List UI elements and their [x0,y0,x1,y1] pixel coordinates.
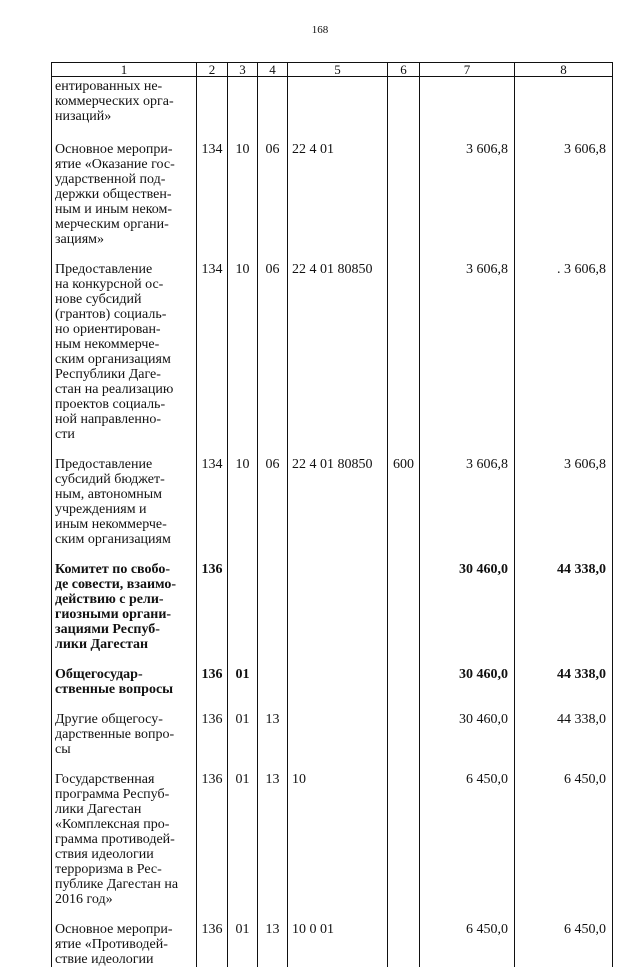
row-value-cell: 600 [388,457,420,562]
header-cell: 1 [52,63,197,77]
header-row [52,63,613,77]
row-value-cell: 44 338,0 [515,667,613,712]
row-value-cell: 10 0 01 [288,922,388,967]
header-cell: 8 [515,63,613,77]
row-value-cell: 44 338,0 [515,562,613,667]
row-value-cell: 10 [228,457,258,562]
row-value-cell: 13 [258,922,288,967]
row-value-cell [388,922,420,967]
row-value-cell [515,77,613,143]
row-label-cell: Основное меропри- ятие «Противодей- ствие идеологии [52,922,197,967]
table-row [52,667,613,712]
row-value-cell: 136 [197,712,228,772]
row-label-cell: Основное меропри- ятие «Оказание гос- ударственной под- держки обществен- ным и иным неком- мерческим органи- зациям» [52,142,197,262]
row-value-cell: . 3 606,8 [515,262,613,457]
row-value-cell [388,772,420,922]
page-number: 168 [0,24,640,36]
row-value-cell: 30 460,0 [420,712,515,772]
table-row [52,457,613,562]
row-value-cell [197,77,228,143]
row-value-cell [288,562,388,667]
row-value-cell: 10 [228,262,258,457]
row-value-cell: 136 [197,562,228,667]
row-value-cell: 22 4 01 80850 [288,262,388,457]
row-value-cell: 136 [197,922,228,967]
table-row [52,77,613,143]
row-value-cell: 6 450,0 [515,922,613,967]
row-value-cell: 3 606,8 [420,457,515,562]
row-value-cell: 30 460,0 [420,667,515,712]
row-value-cell: 06 [258,457,288,562]
header-cell: 7 [420,63,515,77]
row-value-cell: 134 [197,262,228,457]
header-cell: 6 [388,63,420,77]
row-value-cell: 01 [228,772,258,922]
row-value-cell: 06 [258,262,288,457]
row-value-cell: 134 [197,142,228,262]
row-value-cell [388,142,420,262]
row-value-cell: 06 [258,142,288,262]
row-value-cell: 134 [197,457,228,562]
row-value-cell: 22 4 01 [288,142,388,262]
row-value-cell [258,667,288,712]
row-value-cell [388,562,420,667]
row-value-cell: 22 4 01 80850 [288,457,388,562]
table-row [52,772,613,922]
row-value-cell: 136 [197,667,228,712]
row-label-cell: Государственная программа Респуб- лики Дагестан «Комплексная про- грамма противодей- ствия идеологии терроризма в Рес- публике Дагестан на 2016 год» [52,772,197,922]
row-value-cell: 6 450,0 [420,772,515,922]
table-row [52,262,613,457]
header-cell: 2 [197,63,228,77]
row-value-cell: 13 [258,772,288,922]
row-value-cell [288,712,388,772]
row-value-cell: 3 606,8 [515,142,613,262]
row-value-cell: 3 606,8 [515,457,613,562]
row-label-cell: Общегосудар- ственные вопросы [52,667,197,712]
row-value-cell [258,77,288,143]
row-label-cell: Предоставление на конкурсной ос- нове субсидий (грантов) социаль- но ориентирован- ным некоммерче- ским организациям Республики Даге- стан на реализацию проектов социаль- ной направленно- сти [52,262,197,457]
row-value-cell: 30 460,0 [420,562,515,667]
budget-table [51,62,613,967]
row-value-cell: 44 338,0 [515,712,613,772]
row-value-cell: 3 606,8 [420,262,515,457]
table-body [52,77,613,967]
row-label-cell: Предоставление субсидий бюджет- ным, автономным учреждениям и иным некоммерче- ским организациям [52,457,197,562]
row-value-cell: 01 [228,712,258,772]
row-value-cell [228,77,258,143]
row-value-cell: 6 450,0 [420,922,515,967]
row-value-cell [388,667,420,712]
row-value-cell [258,562,288,667]
row-label-cell: Другие общегосу- дарственные вопро- сы [52,712,197,772]
table-row [52,562,613,667]
row-value-cell [388,262,420,457]
row-value-cell: 136 [197,772,228,922]
header-cell: 3 [228,63,258,77]
row-value-cell: 13 [258,712,288,772]
row-value-cell [228,562,258,667]
row-value-cell: 6 450,0 [515,772,613,922]
row-value-cell [288,77,388,143]
header-cell: 5 [288,63,388,77]
table-row [52,922,613,967]
table-row [52,712,613,772]
row-value-cell: 10 [228,142,258,262]
row-value-cell: 10 [288,772,388,922]
header-cell: 4 [258,63,288,77]
row-value-cell [420,77,515,143]
row-value-cell: 01 [228,922,258,967]
row-value-cell [388,712,420,772]
row-value-cell: 3 606,8 [420,142,515,262]
row-value-cell [288,667,388,712]
row-value-cell [388,77,420,143]
row-value-cell: 01 [228,667,258,712]
row-label-cell: Комитет по свобо- де совести, взаимо- действию с рели- гиозными органи- зациями Респуб- лики Дагестан [52,562,197,667]
table-row [52,142,613,262]
row-label-cell: ентированных не- коммерческих орга- низаций» [52,77,197,143]
